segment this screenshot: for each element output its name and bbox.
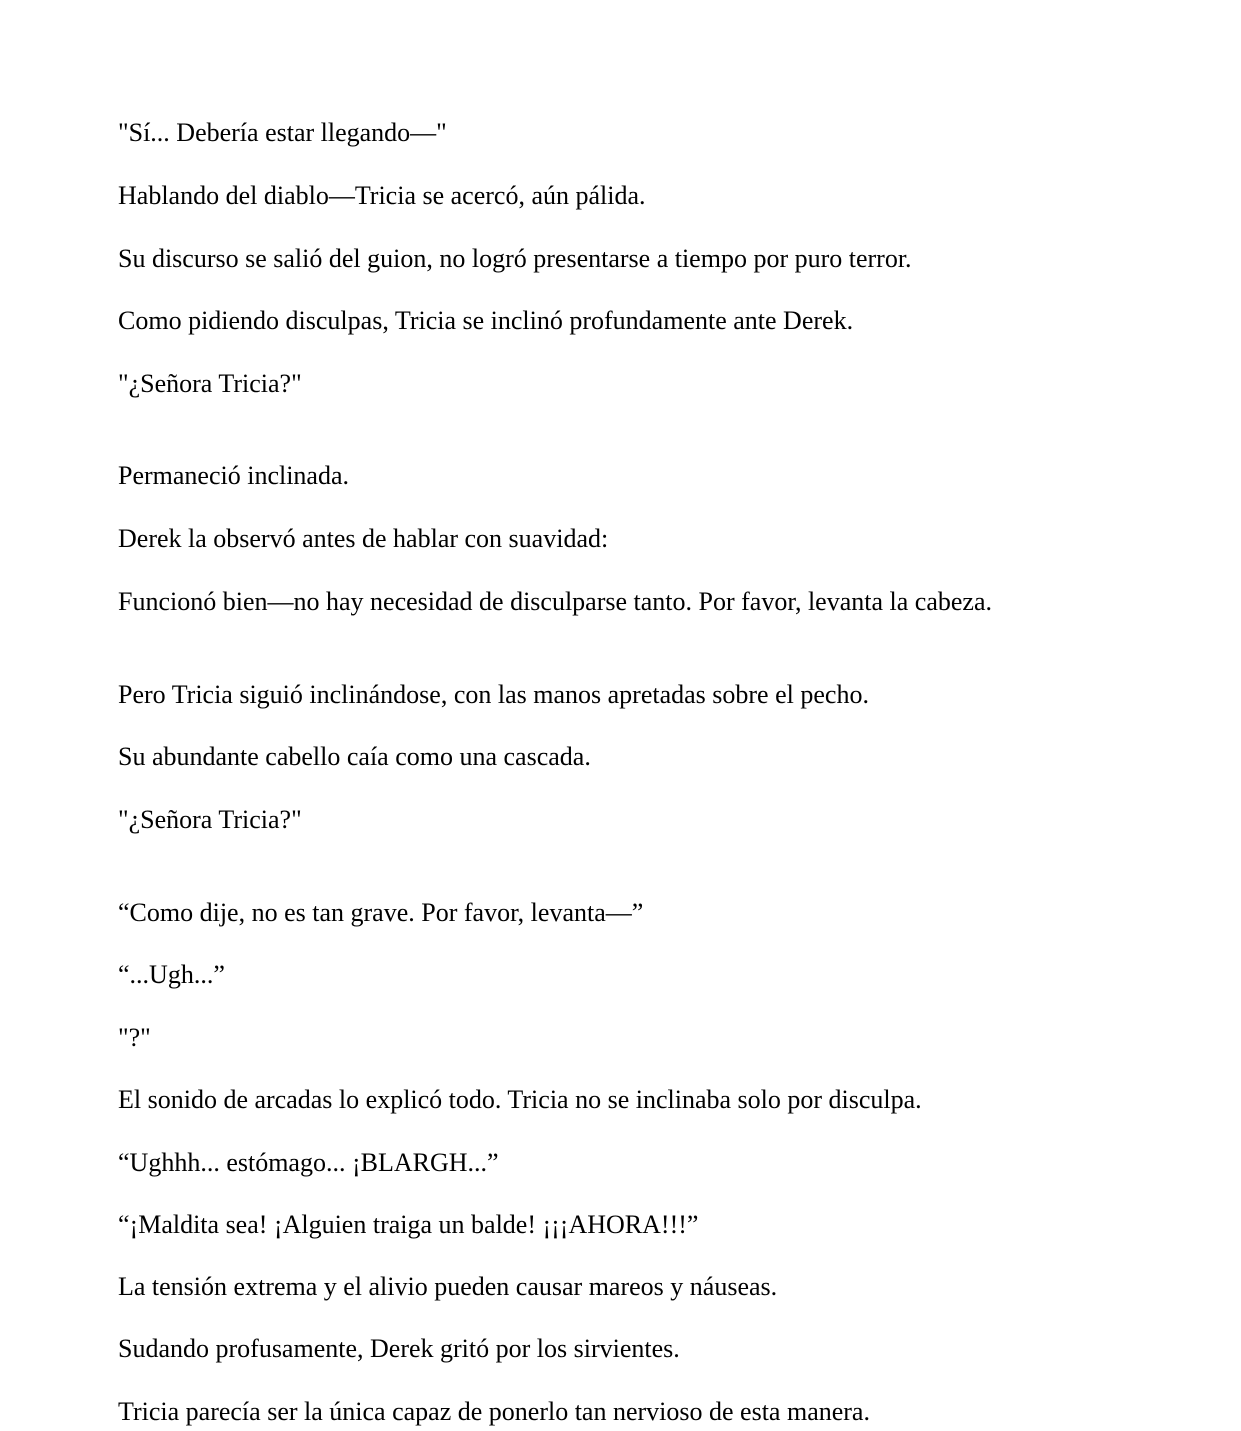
paragraph: Tricia parecía ser la única capaz de ponerlo tan nervioso de esta manera.: [118, 1397, 870, 1426]
paragraph: El sonido de arcadas lo explicó todo. Tricia no se inclinaba solo por disculpa.: [118, 1085, 922, 1114]
paragraph: Pero Tricia siguió inclinándose, con las manos apretadas sobre el pecho.: [118, 680, 869, 709]
paragraph: Derek la observó antes de hablar con suavidad:: [118, 524, 609, 553]
paragraph: Como pidiendo disculpas, Tricia se inclinó profundamente ante Derek.: [118, 306, 854, 335]
paragraph: "Sí... Debería estar llegando—": [118, 118, 447, 147]
paragraph: "?": [118, 1023, 151, 1052]
paragraph: “Ughhh... estómago... ¡BLARGH...”: [118, 1148, 499, 1177]
paragraph: “¡Maldita sea! ¡Alguien traiga un balde! ¡¡¡AHORA!!!”: [118, 1210, 699, 1239]
paragraph: “Como dije, no es tan grave. Por favor, levanta—”: [118, 898, 644, 927]
paragraph: "¿Señora Tricia?": [118, 369, 302, 398]
paragraph: La tensión extrema y el alivio pueden causar mareos y náuseas.: [118, 1272, 778, 1301]
paragraph: Sudando profusamente, Derek gritó por los sirvientes.: [118, 1334, 680, 1363]
paragraph: Su abundante cabello caía como una cascada.: [118, 742, 591, 771]
paragraph: "¿Señora Tricia?": [118, 805, 302, 834]
paragraph: Hablando del diablo—Tricia se acercó, aún pálida.: [118, 181, 646, 210]
paragraph: Permaneció inclinada.: [118, 461, 350, 490]
paragraph: Su discurso se salió del guion, no logró presentarse a tiempo por puro terror.: [118, 244, 912, 273]
paragraph: Funcionó bien—no hay necesidad de disculparse tanto. Por favor, levanta la cabeza.: [118, 587, 992, 616]
paragraph: “...Ugh...”: [118, 960, 225, 989]
